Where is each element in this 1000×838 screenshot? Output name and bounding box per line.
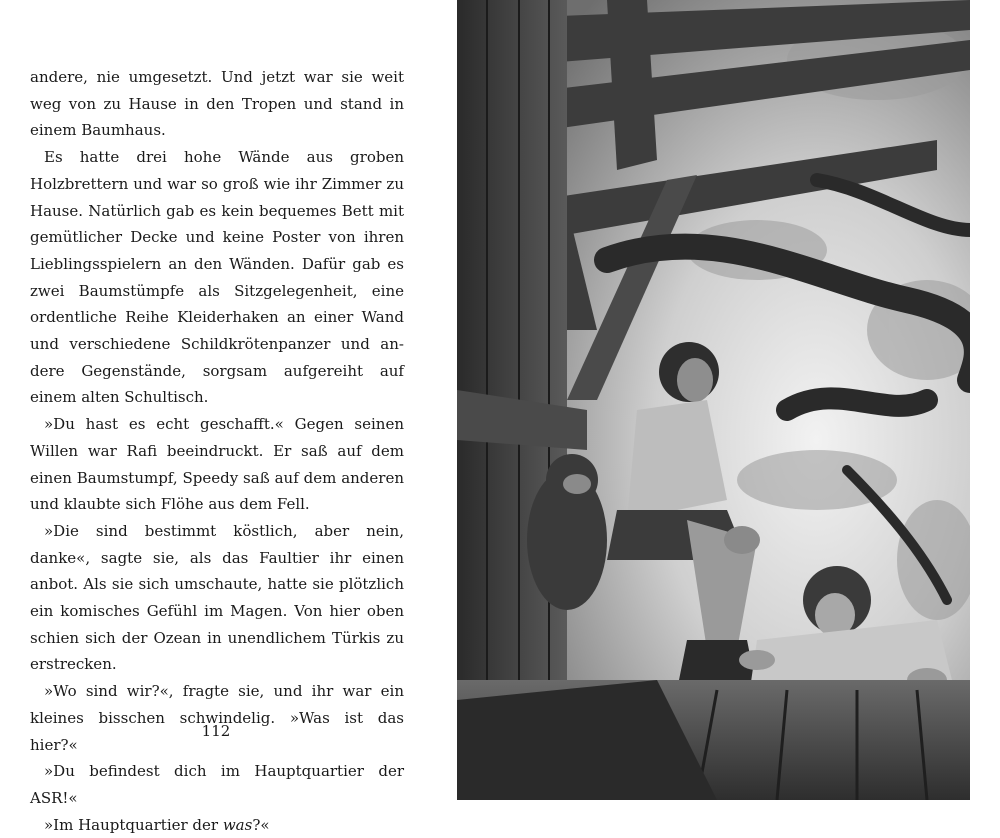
right-margin: [970, 0, 1000, 800]
paragraph-3: »Du hast es echt geschafft.« Gegen seinen Willen war Rafi beeindruckt. Er saß auf dem einen Baumstumpf, Speedy saß auf dem anderen und klaubte sich Flöhe aus dem Fell.: [30, 415, 404, 514]
paragraph-1: andere, nie umgesetzt. Und jetzt war sie weit weg von zu Hause in den Tropen und stand in einem Baumhaus.: [30, 68, 404, 140]
paragraph-7-after: ?«: [252, 815, 270, 834]
left-page: [0, 0, 457, 834]
paragraph-7-before: »Im Hauptquartier der: [44, 815, 223, 834]
page-number: 112: [201, 722, 231, 740]
treehouse-illustration: [457, 0, 970, 800]
paragraph-5: »Wo sind wir?«, fragte sie, und ihr war ein kleines bisschen schwindelig. »Was ist das hier?«: [30, 682, 404, 754]
paragraph-6: »Du befindest dich im Hauptquartier der ASR!«: [30, 762, 404, 807]
paragraph-2: Es hatte drei hohe Wände aus groben Holzbrettern und war so groß wie ihr Zimmer zu Hause. Natürlich gab es kein bequemes Bett mit gemütlicher Decke und keine Poster von ihren Lieblingsspielern an den Wänden. Dafür gab es zwei Baumstümpfe als Sitzgelegenheit, eine ordentliche Reihe Kleiderhaken an einer Wand und verschiedene Schildkrötenpanzer und andere Gegenstände, sorgsam aufgereiht auf einem alten Schultisch.: [30, 148, 404, 407]
paragraph-4: »Die sind bestimmt köstlich, aber nein, danke«, sagte sie, als das Faultier ihr einen anbot. Als sie sich umschaute, hatte sie plötzlich ein komisches Gefühl im Magen. Von hier oben schien sich der Ozean in unendlichem Türkis zu erstrecken.: [30, 521, 404, 674]
paragraph-7: [30, 812, 404, 838]
paragraph-7-emphasis: was: [222, 815, 253, 834]
illustration: [457, 0, 970, 800]
